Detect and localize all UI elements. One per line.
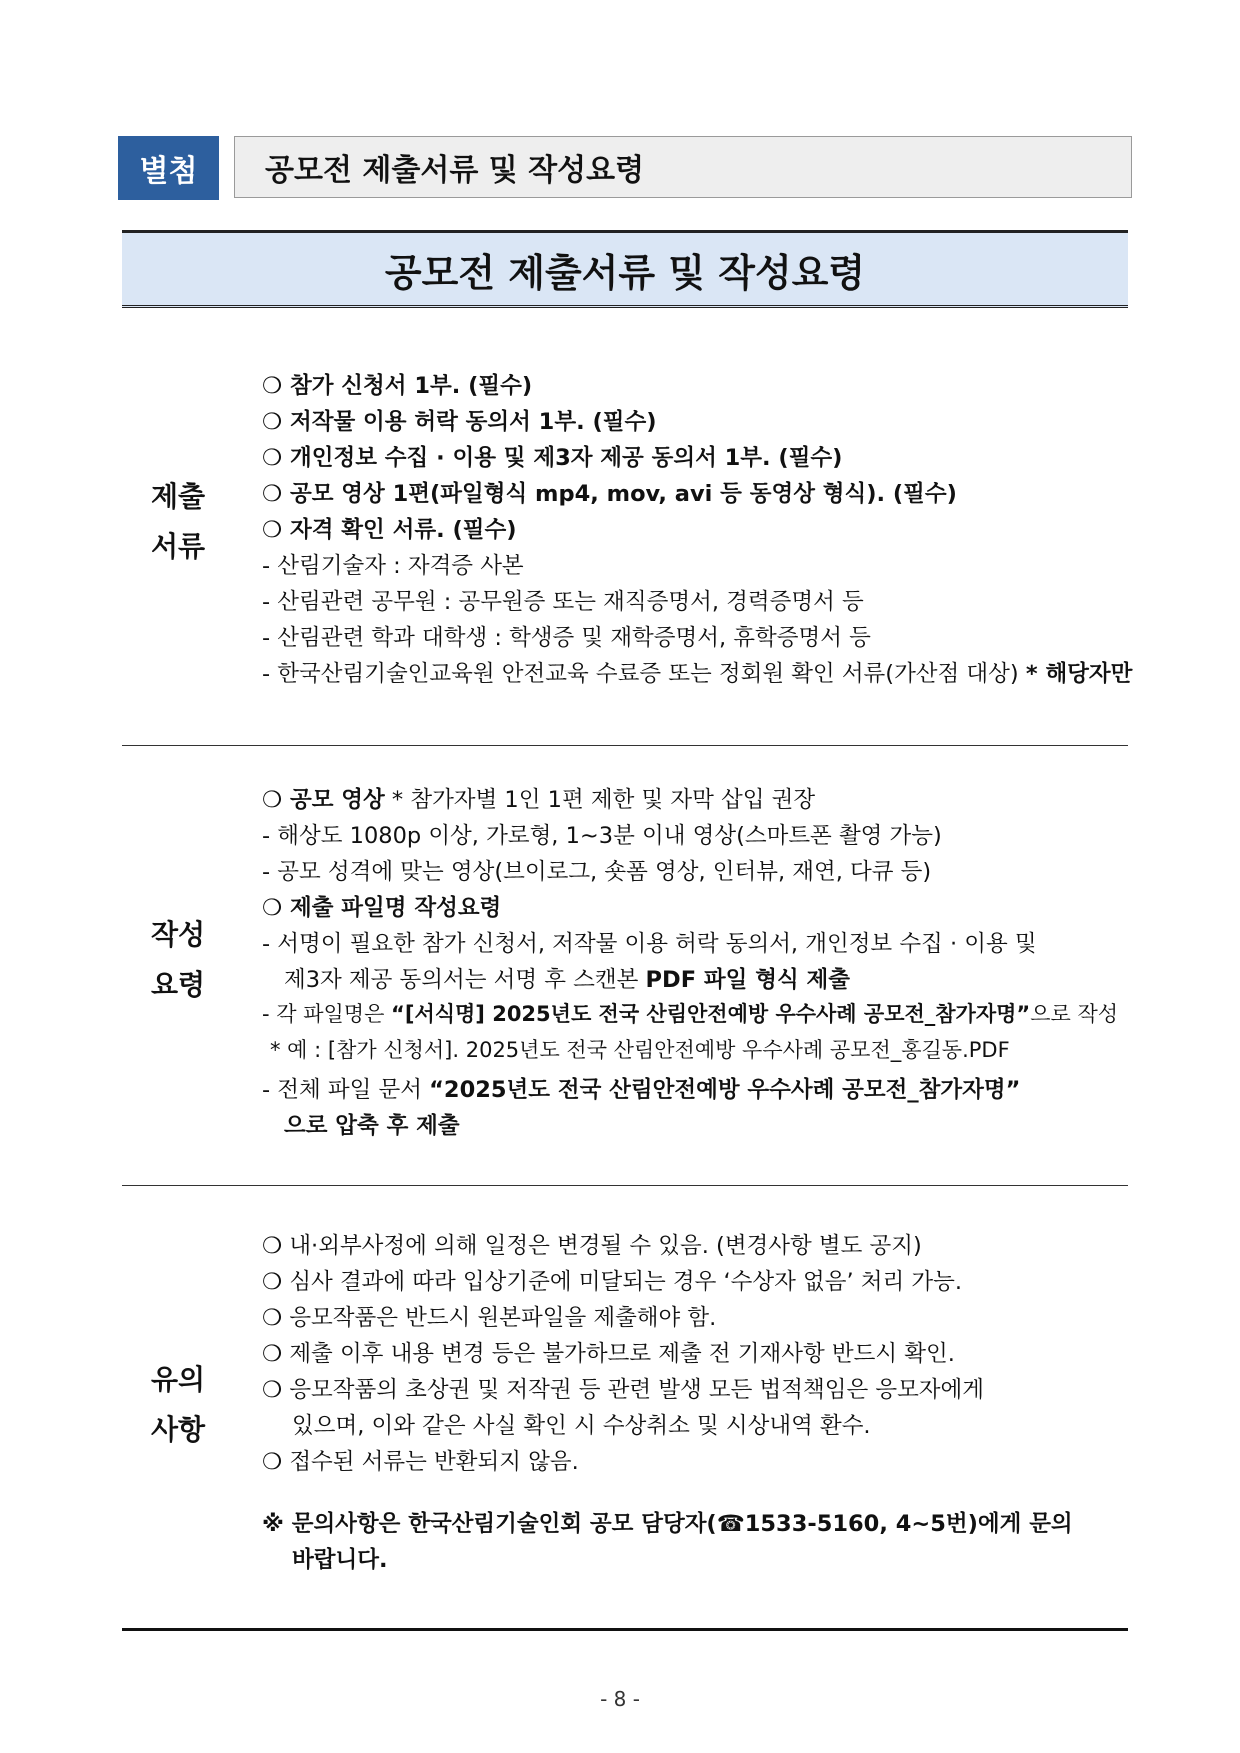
list-item: - 해상도 1080p 이상, 가로형, 1~3분 이내 영상(스마트폰 촬영 가능) [262, 823, 942, 849]
list-item: 으로 압축 후 제출 [284, 1113, 460, 1139]
contact-note: ※ 문의사항은 한국산림기술인회 공모 담당자(☎1533-5160, 4~5번)에게 문의 [262, 1511, 1073, 1537]
section-documents [122, 360, 1133, 720]
list-item: ❍ 접수된 서류는 반환되지 않음. [262, 1449, 579, 1475]
list-item: ❍ 내·외부사정에 의해 일정은 변경될 수 있음. (변경사항 별도 공지) [262, 1233, 922, 1259]
attachment-title-box [234, 136, 1132, 198]
list-item: ❍ 제출 이후 내용 변경 등은 불가하므로 제출 전 기재사항 반드시 확인. [262, 1341, 955, 1367]
list-item: - 공모 성격에 맞는 영상(브이로그, 숏폼 영상, 인터뷰, 재연, 다큐 등) [262, 859, 932, 885]
list-item: ❍ 참가 신청서 1부. (필수) [262, 373, 533, 399]
section-label-line: 사항 [150, 1413, 206, 1446]
list-item-text: - 한국산림기술인교육원 안전교육 수료증 또는 정회원 확인 서류(가산점 대상) [262, 661, 1026, 687]
list-item: ❍ 심사 결과에 따라 입상기준에 미달되는 경우 ‘수상자 없음’ 처리 가능. [262, 1269, 962, 1295]
bottom-rule [122, 1628, 1128, 1631]
list-item: * 예 : [참가 신청서]. 2025년도 전국 산림안전예방 우수사례 공모전_홍길동.PDF [270, 1038, 1010, 1062]
list-item-emphasis: PDF 파일 형식 제출 [645, 967, 850, 993]
list-item-title: ❍ 공모 영상 [262, 787, 385, 813]
document-title: 공모전 제출서류 및 작성요령 [384, 250, 866, 295]
list-item: - 산림관련 학과 대학생 : 학생증 및 재학증명서, 휴학증명서 등 [262, 625, 871, 651]
list-item-text: 제3자 제공 동의서는 서명 후 스캔본 [284, 967, 646, 993]
section-label-line: 작성 [150, 918, 206, 951]
list-item-text: - 전체 파일 문서 [262, 1077, 430, 1103]
section-label-line: 유의 [150, 1363, 206, 1396]
attachment-tag: 별첨 [118, 136, 219, 200]
section-label [122, 472, 234, 572]
list-item [262, 782, 815, 814]
section-label [122, 910, 234, 1010]
section-label-line: 서류 [150, 530, 206, 563]
section-label [122, 1355, 234, 1455]
list-item [262, 1072, 1020, 1104]
section-divider [122, 745, 1128, 746]
list-item-emphasis: “[서식명] 2025년도 전국 산림안전예방 우수사례 공모전_참가자명” [391, 1002, 1031, 1026]
list-item: - 서명이 필요한 참가 신청서, 저작물 이용 허락 동의서, 개인정보 수집 · 이용 및 [262, 931, 1037, 957]
list-item: - 산림관련 공무원 : 공무원증 또는 재직증명서, 경력증명서 등 [262, 589, 864, 615]
section-guide [122, 760, 1128, 1160]
list-item-text: - 각 파일명은 [262, 1002, 392, 1026]
document-title-banner [122, 230, 1128, 308]
section-label-line: 요령 [150, 968, 206, 1001]
list-item-emphasis: “2025년도 전국 산림안전예방 우수사례 공모전_참가자명” [429, 1077, 1021, 1103]
list-item [284, 962, 850, 994]
section-notes [122, 1200, 1128, 1620]
list-item: - 산림기술자 : 자격증 사본 [262, 553, 524, 579]
list-item: ❍ 공모 영상 1편(파일형식 mp4, mov, avi 등 동영상 형식). (필수) [262, 481, 957, 507]
list-item: ❍ 자격 확인 서류. (필수) [262, 517, 517, 543]
attachment-header [118, 136, 1132, 200]
list-item-note: * 해당자만 [1025, 661, 1133, 687]
list-item: 있으며, 이와 같은 사실 확인 시 수상취소 및 시상내역 환수. [292, 1413, 871, 1439]
list-item: ❍ 응모작품은 반드시 원본파일을 제출해야 함. [262, 1305, 717, 1331]
list-item: ❍ 응모작품의 초상권 및 저작권 등 관련 발생 모든 법적책임은 응모자에게 [262, 1377, 985, 1403]
page-number: - 8 - [600, 1687, 640, 1711]
list-item: ❍ 개인정보 수집 · 이용 및 제3자 제공 동의서 1부. (필수) [262, 445, 843, 471]
list-item: ❍ 제출 파일명 작성요령 [262, 895, 502, 921]
attachment-title: 공모전 제출서류 및 작성요령 [265, 153, 645, 188]
list-item [262, 656, 1132, 688]
list-item [262, 998, 1118, 1028]
list-item-note: * 참가자별 1인 1편 제한 및 자막 삽입 권장 [384, 787, 816, 813]
section-divider [122, 1185, 1128, 1186]
section-label-line: 제출 [150, 480, 206, 513]
contact-note: 바랍니다. [292, 1547, 388, 1573]
list-item-text: 으로 작성 [1030, 1002, 1119, 1026]
list-item: ❍ 저작물 이용 허락 동의서 1부. (필수) [262, 409, 657, 435]
